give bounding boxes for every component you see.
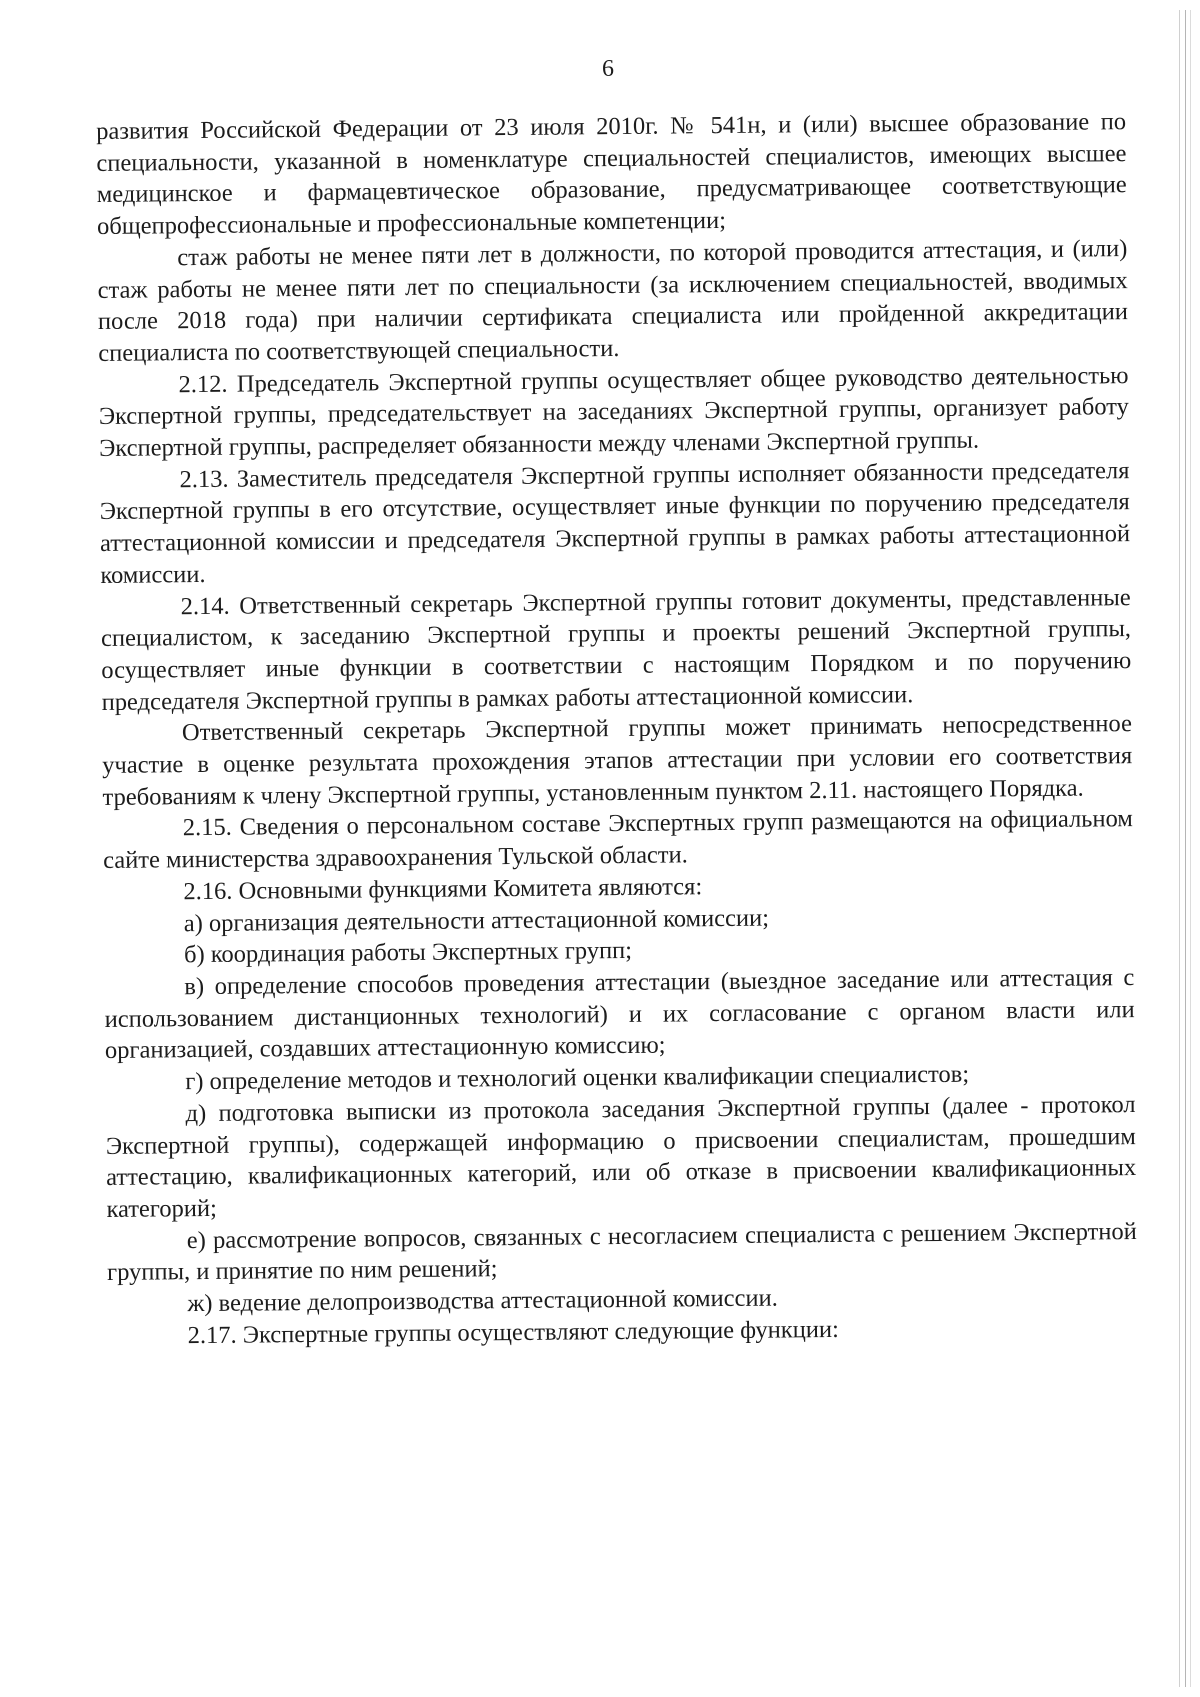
list-item: а) организация деятельности аттестационной комиссии; (183, 904, 770, 937)
paragraph: 2.14. Ответственный секретарь Экспертной группы готовит документы, представленные специалистом, к заседанию Экспертной группы и проекты решений Экспертной группы, осуществляет иные функции в соответствии с настоящим Порядком и по поручению председателя Экспертной группы в рамках работы аттестационной комиссии. (100, 583, 1132, 716)
scan-edge-line (1185, 10, 1186, 1687)
paragraph: 2.15. Сведения о персональном составе Экспертных групп размещаются на официальном сайте министерства здравоохранения Тульской области. (103, 805, 1133, 875)
paragraph: стаж работы не менее пяти лет в должности, по которой проводится аттестация, и (или) стаж работы не менее пяти лет по специальности (за исключением специальностей, вводимых после 2018 года) при наличии сертификата специалиста или пройденной аккредитации специалиста по соответствующей специальности. (97, 234, 1129, 367)
document-body (96, 106, 1138, 1352)
paragraph: 2.12. Председатель Экспертной группы осуществляет общее руководство деятельностью Экспертной группы, председательствует на заседаниях Экспертной группы, организует работу Экспертной группы, распределяет обязанности между членами Экспертной группы. (98, 361, 1129, 463)
list-item: ж) ведение делопроизводства аттестационной комиссии. (187, 1284, 778, 1318)
list-item: б) координация работы Экспертных групп; (183, 937, 633, 969)
list-item: е) рассмотрение вопросов, связанных с несогласием специалиста с решением Экспертной группы, и принятие по ним решений; (106, 1217, 1137, 1287)
scan-edge-line (1179, 10, 1180, 1687)
paragraph: развития Российской Федерации от 23 июля 2010г. № 541н, и (или) высшее образование по специальности, указанной в номенклатуре специальностей специалистов, имеющих высшее медицинское и фармацевтическое образование, предусматривающее соответствующие общепрофессиональные и профессиональные компетенции; (96, 108, 1127, 241)
page-number: 6 (602, 56, 614, 82)
paragraph: Ответственный секретарь Экспертной группы может принимать непосредственное участие в оценке результата прохождения этапов аттестации при условии его соответствия требованиям к члену Экспертной группы, установленным пунктом 2.11. настоящего Порядка. (102, 710, 1133, 811)
list-item: д) подготовка выписки из протокола заседания Экспертной группы (далее - протокол Экспертной группы), содержащей информацию о присвоении специалистам, прошедшим аттестацию, квалификационных категорий, или об отказе в присвоении квалификационных категорий; (105, 1090, 1137, 1223)
scan-edge-line (1190, 10, 1191, 1687)
list-item: в) определение способов проведения аттестации (выездное заседание или аттестация с использованием дистанционных технологий) и их согласование с органом власти или организацией, создавших аттестационную комиссию; (104, 964, 1135, 1065)
paragraph: 2.17. Экспертные группы осуществляют следующие функции: (187, 1315, 839, 1349)
list-item: г) определение методов и технологий оценки квалификации специалистов; (185, 1060, 970, 1096)
paragraph: 2.13. Заместитель председателя Экспертной группы исполняет обязанности председателя Экспертной группы в его отсутствие, осуществляет иные функции по поручению председателя аттестационной комиссии и председателя Экспертной группы в рамках работы аттестационной комиссии. (99, 456, 1131, 589)
paragraph: 2.16. Основными функциями Комитета являются: (183, 873, 703, 906)
